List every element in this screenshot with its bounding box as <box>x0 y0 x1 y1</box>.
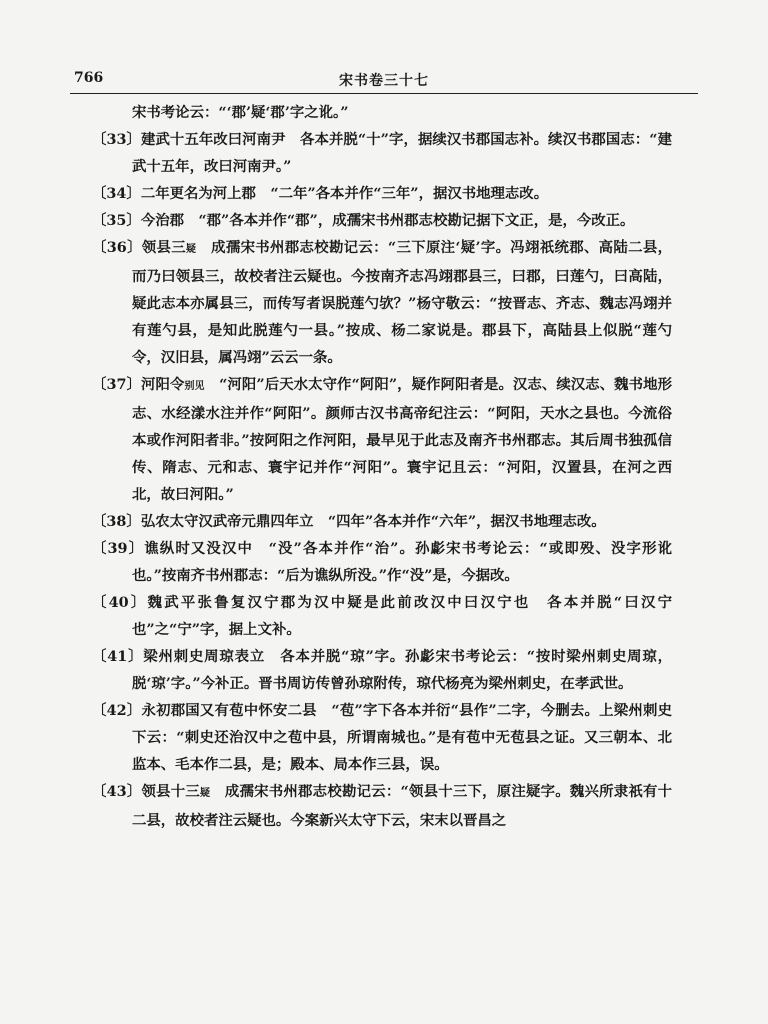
page-number: 766 <box>74 70 104 86</box>
note-39 <box>92 535 672 589</box>
note-text: 弘农太守汉武帝元鼎四年立 “四年”各本并作“六年”，据汉书地理志改。 <box>140 513 606 530</box>
note-number: 〔43〕 <box>92 783 142 800</box>
note-number: 〔41〕 <box>92 648 144 665</box>
note-41 <box>92 643 672 697</box>
note-number: 〔38〕 <box>92 513 141 530</box>
note-text: 今治郡 “郡”各本并作“郡”，成孺宋书州郡志校勘记据下文正，是，今改正。 <box>140 212 635 229</box>
note-38 <box>92 508 672 535</box>
note-text: 魏武平张鲁复汉宁郡为汉中疑是此前改汉中曰汉宁也 各本并脱“曰汉宁也”之“宁”字，据上文补。 <box>132 594 673 638</box>
note-42 <box>92 697 672 778</box>
note-text: 梁州刺史周琼表立 各本并脱“琼”字。孙虨宋书考论云：“按时梁州刺史周琼，脱‘琼’字。”今补正。晋书周访传曾孙琼附传，琼代杨亮为梁州刺史，在孝武世。 <box>132 648 672 692</box>
note-number: 〔36〕 <box>92 239 142 256</box>
note-small-annotation: 疑 <box>186 244 197 255</box>
note-37 <box>92 371 672 508</box>
note-text: 谯纵时又没汉中 “没”各本并作“治”。孙虨宋书考论云：“或即殁、没字形讹也。”按南齐书州郡志：“后为谯纵所没。”作“没”是，今据改。 <box>132 540 673 584</box>
note-33 <box>92 126 672 180</box>
note-35 <box>92 207 672 234</box>
note-43 <box>92 778 672 834</box>
note-text: 建武十五年改曰河南尹 各本并脱“十”字，据续汉书郡国志补。续汉书郡国志：“建武十五年，改曰河南尹。” <box>132 131 672 175</box>
running-title: 宋书卷三十七 <box>339 73 429 89</box>
note-small-annotation: 疑 <box>200 788 211 799</box>
note-36 <box>92 234 672 371</box>
note-title: 河阳令 <box>141 376 185 393</box>
note-number: 〔39〕 <box>92 540 145 557</box>
header-rule <box>70 93 698 94</box>
note-number: 〔35〕 <box>92 212 141 229</box>
note-text: 成孺宋书州郡志校勘记云：“领县十三下，原注疑字。魏兴所隶祇有十二县，故校者注云疑也。今案新兴太守下云，宋末以晋昌之 <box>132 783 673 829</box>
note-text: 宋书考论云：“‘郡’疑‘郡’字之讹。” <box>132 104 349 121</box>
note-text: 二年更名为河上郡 “二年”各本并作“三年”，据汉书地理志改。 <box>140 185 549 202</box>
note-continuation <box>92 99 672 126</box>
note-title: 领县十三 <box>141 783 201 800</box>
note-number: 〔37〕 <box>92 376 142 393</box>
note-40 <box>92 589 672 643</box>
note-number: 〔34〕 <box>92 185 141 202</box>
note-number: 〔33〕 <box>92 131 142 148</box>
note-number: 〔42〕 <box>92 702 142 719</box>
note-number: 〔40〕 <box>92 594 148 611</box>
note-text: “河阳”后天水太守作“阿阳”，疑作阿阳者是。汉志、续汉志、魏书地形志、水经漾水注并作“阿阳”。颜师古汉书高帝纪注云：“阿阳，天水之县也。今流俗本或作河阳者非。”按阿阳之作河阳，最早见于此志及南齐书州郡志。其后周书独孤信传、隋志、元和志、寰宇记并作“河阳”。寰宇记且云：“河阳，汉置县，在河之西北，故曰河阳。” <box>132 376 672 503</box>
notes-body <box>92 99 672 834</box>
note-title: 领县三 <box>141 239 187 256</box>
note-small-annotation: 别见 <box>184 381 205 392</box>
note-34 <box>92 180 672 207</box>
note-text: 成孺宋书州郡志校勘记云：“三下原注‘疑’字。冯翊祇统郡、高陆二县，而乃曰领县三，故校者注云疑也。今按南齐志冯翊郡县三，曰郡，曰莲勺，曰高陆，疑此志本亦属县三，而传写者误脱莲勺欤？”杨守敬云：“按晋志、齐志、魏志冯翊并有莲勺县，是知此脱莲勺一县。”按成、杨二家说是。郡县下，高陆县上似脱“莲勺令，汉旧县，属冯翊”云云一条。 <box>132 239 672 366</box>
note-text: 永初郡国又有苞中怀安二县 “苞”字下各本并衍“县作”二字，今删去。上梁州刺史下云：“刺史还治汉中之苞中县，所谓南城也。”是有苞中无苞县之证。又三朝本、北监本、毛本作二县，是；殿本、局本作三县，误。 <box>132 702 672 773</box>
